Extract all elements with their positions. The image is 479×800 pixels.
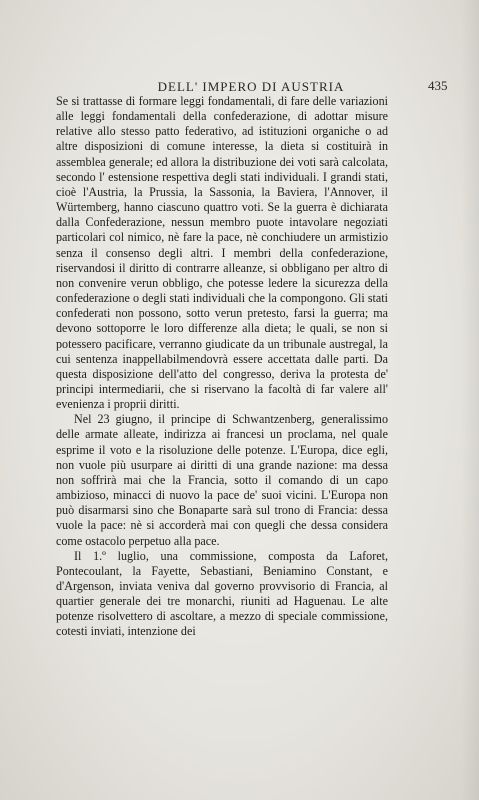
- page-edge-shadow: [461, 0, 479, 800]
- body-text: [56, 94, 388, 640]
- running-title: DELL' IMPERO DI AUSTRIA: [157, 79, 345, 94]
- paragraph-2: Nel 23 giugno, il principe di Schwantzenberg, generalissimo delle armate alleate, indirizza ai francesi un proclama, nel quale esprime il voto e la risoluzione delle potenze. L'Europa, dice egli, non vuole più usurpare ai diritti di una grande nazione: ma dessa non soffrirà mai che la Francia, sotto il comando di un capo ambizioso, minacci di nuovo la pace de' suoi vicini. L'Europa non può disarmarsi sino che Bonaparte sarà sul trono di Francia: dessa vuole la pace: nè si accorderà mai con quegli che dessa considera come ostacolo perpetuo alla pace.: [56, 412, 388, 548]
- paragraph-3: Il 1.º luglio, una commissione, composta da Laforet, Pontecoulant, la Fayette, Sebastiani, Beniamino Constant, e d'Argenson, inviata veniva dal governo provvisorio di Francia, al quartier generale dei tre monarchi, riuniti ad Haguenau. Le alte potenze risolvettero di ascoltare, a mezzo di speciale commissione, cotesti inviati, intenzione dei: [56, 548, 388, 639]
- page-number: 435: [428, 78, 448, 93]
- paragraph-1: Se si trattasse di formare leggi fondamentali, di fare delle variazioni alle leggi fondamentali della confederazione, di adottar misure relative allo stesso patto federativo, ad istituzioni organiche o ad altre disposizioni di comune interesse, la dieta si costituirà in assemblea generale; ed allora la distribuzione dei voti sarà calcolata, secondo l' estensione respettiva degli stati individuali. I grandi stati, cioè l'Austria, la Prussia, la Sassonia, la Baviera, l'Annover, il Würtemberg, hanno ciascuno quattro voti. Se la guerra è dichiarata dalla Confederazione, nessun membro puote intavolare negoziati particolari col nimico, nè fare la pace, nè conchiudere un armistizio senza il consenso degli altri. I membri della confederazione, riservandosi il diritto di contrarre alleanze, si obbligano per altro di non convenire verun obbligo, che potesse ledere la sicurezza della confederazione o degli stati individuali che la compongono. Gli stati confederati non possono, sotto verun pretesto, farsi la guerra; ma devono sottoporre le loro differenze alla dieta; le quali, se non si potessero pacificare, verranno giudicate da un tribunale austregal, la cui sentenza inappellabilmendovrà essere accettata dalle parti. Da questa disposizione dell'atto del congresso, deriva la protesta de' principi intermediarii, che si riservano la facoltà di far valere all' evenienza i proprii diritti.: [56, 94, 388, 412]
